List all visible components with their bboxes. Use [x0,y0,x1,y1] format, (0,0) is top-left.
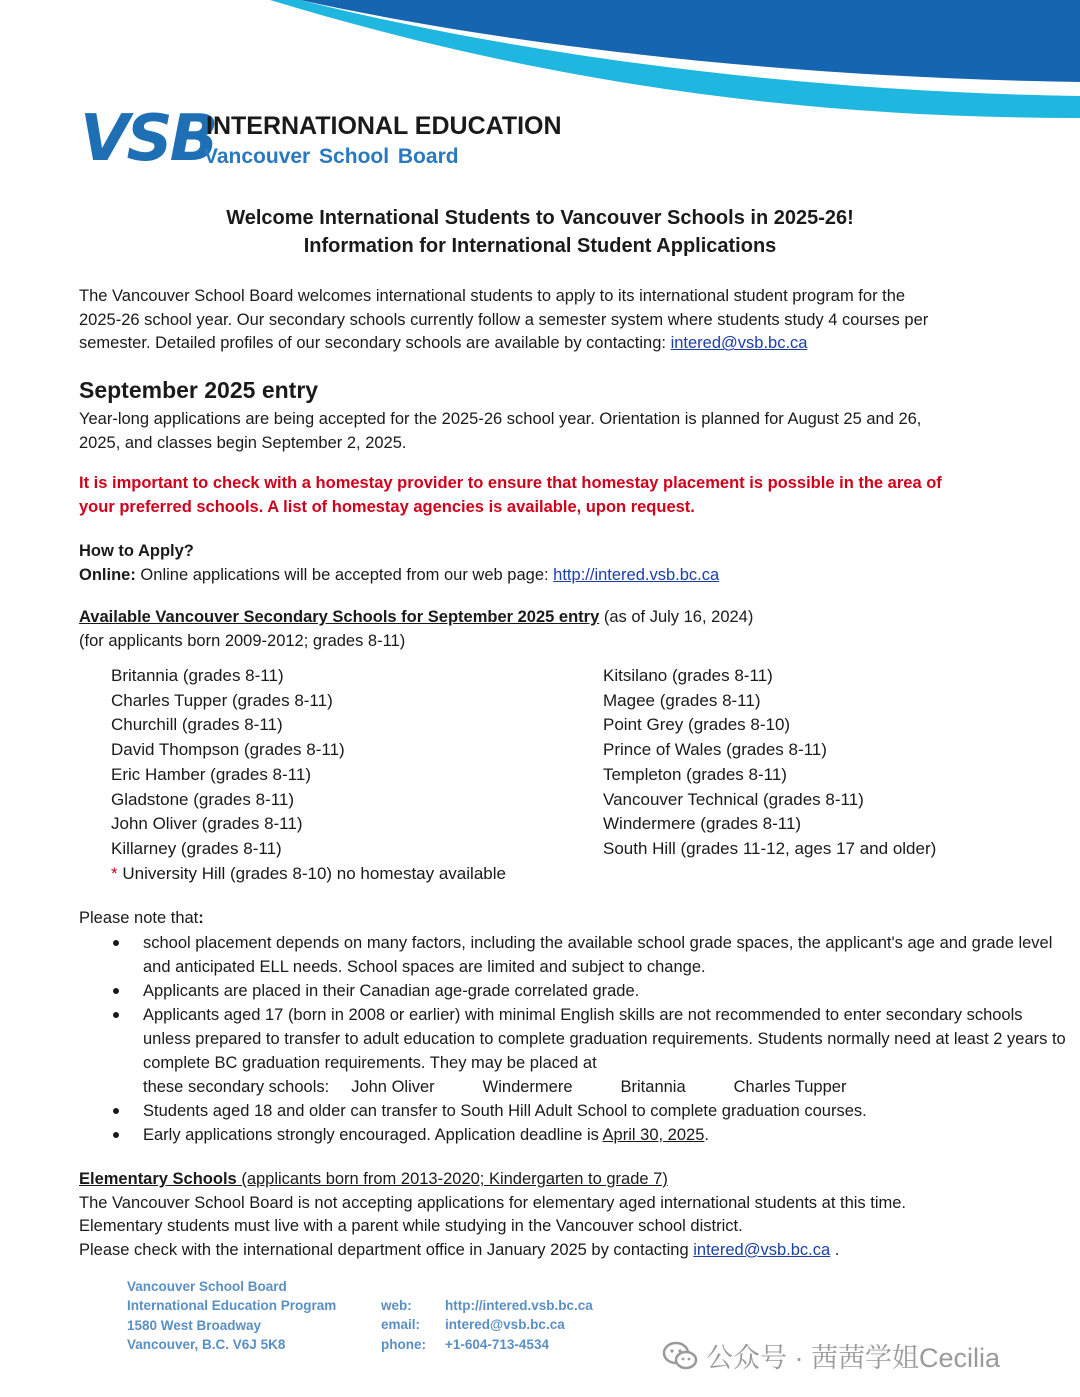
school-item: David Thompson (grades 8-11) [111,740,345,760]
logo-subtitle: Vancouver School Board [204,145,459,168]
recommended-school: John Oliver [351,1078,435,1096]
notes-list [79,931,1073,1147]
schools-left-column [111,664,506,886]
list-item-suffix: . [704,1126,709,1144]
school-item: Charles Tupper (grades 8-11) [111,690,333,710]
elementary-applicants-note: (applicants born from 2013-2020; Kindergarten to grade 7) [236,1170,668,1188]
list-item: Students aged 18 and older can transfer to South Hill Adult School to complete graduation courses. [143,1099,1073,1123]
list-item: school placement depends on many factors, including the available school grade spaces, the applicant's age and grade level and anticipated ELL needs. School spaces are limited and subject to change. [143,931,1073,979]
recommended-schools-prefix: these secondary schools: [143,1078,330,1096]
footer-email-link[interactable]: intered@vsb.bc.ca [445,1317,565,1333]
school-item: Gladstone (grades 8-11) [111,789,295,809]
recommended-school: Charles Tupper [733,1078,847,1096]
online-apply-line [79,564,1009,588]
school-item: Point Grey (grades 8-10) [603,715,791,735]
intro-line: 2025-26 school year. Our secondary schools currently follow a semester system where students study 4 courses per [79,310,929,329]
secondary-schools-heading: Available Vancouver Secondary Schools for September 2025 entry [79,608,600,626]
starred-school-text: University Hill (grades 8-10) no homestay available [117,863,506,883]
school-item: Kitsilano (grades 8-11) [603,666,773,685]
footer-org-line: International Education Program [127,1298,337,1314]
footer-label: web: [381,1298,412,1313]
page-title: Welcome International Students to Vancouver Schools in 2025-26! [226,207,854,229]
online-label: Online: [79,565,136,584]
list-item [143,1003,1073,1099]
elementary-section [79,1168,1009,1262]
intro-email-link[interactable]: intered@vsb.bc.ca [670,334,808,353]
recommended-school: Britannia [620,1078,686,1096]
school-item: Britannia (grades 8-11) [111,666,284,685]
warning-line: your preferred schools. A list of homestay agencies is available, upon request. [79,497,695,516]
logo-title: INTERNATIONAL EDUCATION [206,112,562,140]
september-line: 2025, and classes begin September 2, 2025. [79,433,407,452]
footer-address [127,1277,336,1354]
intro-paragraph [79,285,1009,356]
september-entry-heading: September 2025 entry [79,377,319,403]
elementary-heading-line [79,1168,1009,1192]
footer-org-line: Vancouver, B.C. V6J 5K8 [127,1336,286,1352]
list-item: Applicants are placed in their Canadian age-grade correlated grade. [143,979,1073,1003]
school-item: Churchill (grades 8-11) [111,715,283,735]
september-paragraph [79,408,1009,455]
secondary-applicants-note: (for applicants born 2009-2012; grades 8-11) [79,631,406,650]
secondary-heading-line [79,606,1009,630]
warning-line: It is important to check with a homestay provider to ensure that homestay placement is possible in the area of [79,474,942,492]
footer-contact-values [445,1296,593,1354]
list-item-text: Early applications strongly encouraged. Application deadline is [143,1126,603,1144]
as-of-date: (as of July 16, 2024) [599,608,754,626]
school-item: Templeton (grades 8-11) [603,764,787,784]
elementary-line-suffix: . [830,1240,840,1259]
school-item: Eric Hamber (grades 8-11) [111,764,311,784]
intro-line: The Vancouver School Board welcomes international students to apply to its international student program for the [79,287,906,305]
footer-label: phone: [381,1336,426,1352]
intro-line [79,332,1009,356]
footer-label: email: [381,1317,421,1333]
school-item: Vancouver Technical (grades 8-11) [603,789,864,809]
elementary-line: Elementary students must live with a parent while studying in the Vancouver school district. [79,1217,743,1236]
elementary-contact-line [79,1239,1009,1263]
vsb-logo-mark: VSB [80,102,216,176]
how-to-apply-heading: How to Apply? [79,542,194,560]
school-item: Prince of Wales (grades 8-11) [603,740,827,760]
school-item: John Oliver (grades 8-11) [111,814,303,834]
footer-phone: +1-604-713-4534 [445,1336,549,1352]
please-note-colon: : [198,909,204,927]
footer-web-link[interactable]: http://intered.vsb.bc.ca [445,1298,593,1313]
homestay-warning [79,472,1009,519]
school-item: Windermere (grades 8-11) [603,814,802,834]
apply-url-link[interactable]: http://intered.vsb.bc.ca [553,565,720,584]
intro-line-text: semester. Detailed profiles of our secondary schools are available by contacting: [79,334,671,353]
online-text: Online applications will be accepted from our web page: [135,565,554,584]
school-item: Killarney (grades 8-11) [111,838,282,858]
wechat-icon [662,1341,698,1371]
elementary-heading: Elementary Schools [79,1170,237,1188]
asterisk-mark: * [111,863,118,883]
footer-org-line: Vancouver School Board [127,1279,287,1294]
footer-org-line: 1580 West Broadway [127,1317,262,1333]
footer-contact-labels [381,1296,426,1354]
list-item-text: Applicants aged 17 (born in 2008 or earlier) with minimal English skills are not recommended to enter secondary schools unless prepared to transfer to adult education to complete graduation requirements. Students normally need at least 2 years to complete BC graduation requirements. They may be placed at [143,1006,1066,1072]
secondary-schools-intro [79,606,1009,653]
application-deadline: April 30, 2025 [602,1126,705,1144]
how-to-apply [79,540,1009,587]
school-item: South Hill (grades 11-12, ages 17 and older) [603,838,937,858]
watermark-text: 公众号 · 茜茜学姐Cecilia [706,1343,1001,1373]
elementary-line: The Vancouver School Board is not accepting applications for elementary aged international students at this time. [79,1193,907,1212]
elementary-line-text: Please check with the international department office in January 2025 by contacting [79,1240,694,1259]
elementary-email-link[interactable]: intered@vsb.bc.ca [693,1240,831,1259]
school-item-starred [111,862,506,887]
list-item [143,1123,1073,1147]
recommended-schools-line [143,1075,1073,1099]
page-subtitle: Information for International Student Applications [303,235,777,257]
schools-right-column [603,664,936,862]
school-item: Magee (grades 8-11) [603,690,761,710]
please-note-heading [79,907,1009,931]
september-line: Year-long applications are being accepted for the 2025-26 school year. Orientation is planned for August 25 and 26, [79,410,922,428]
wechat-watermark [662,1336,1000,1375]
recommended-school: Windermere [482,1078,573,1096]
please-note-text: Please note that [79,909,199,927]
